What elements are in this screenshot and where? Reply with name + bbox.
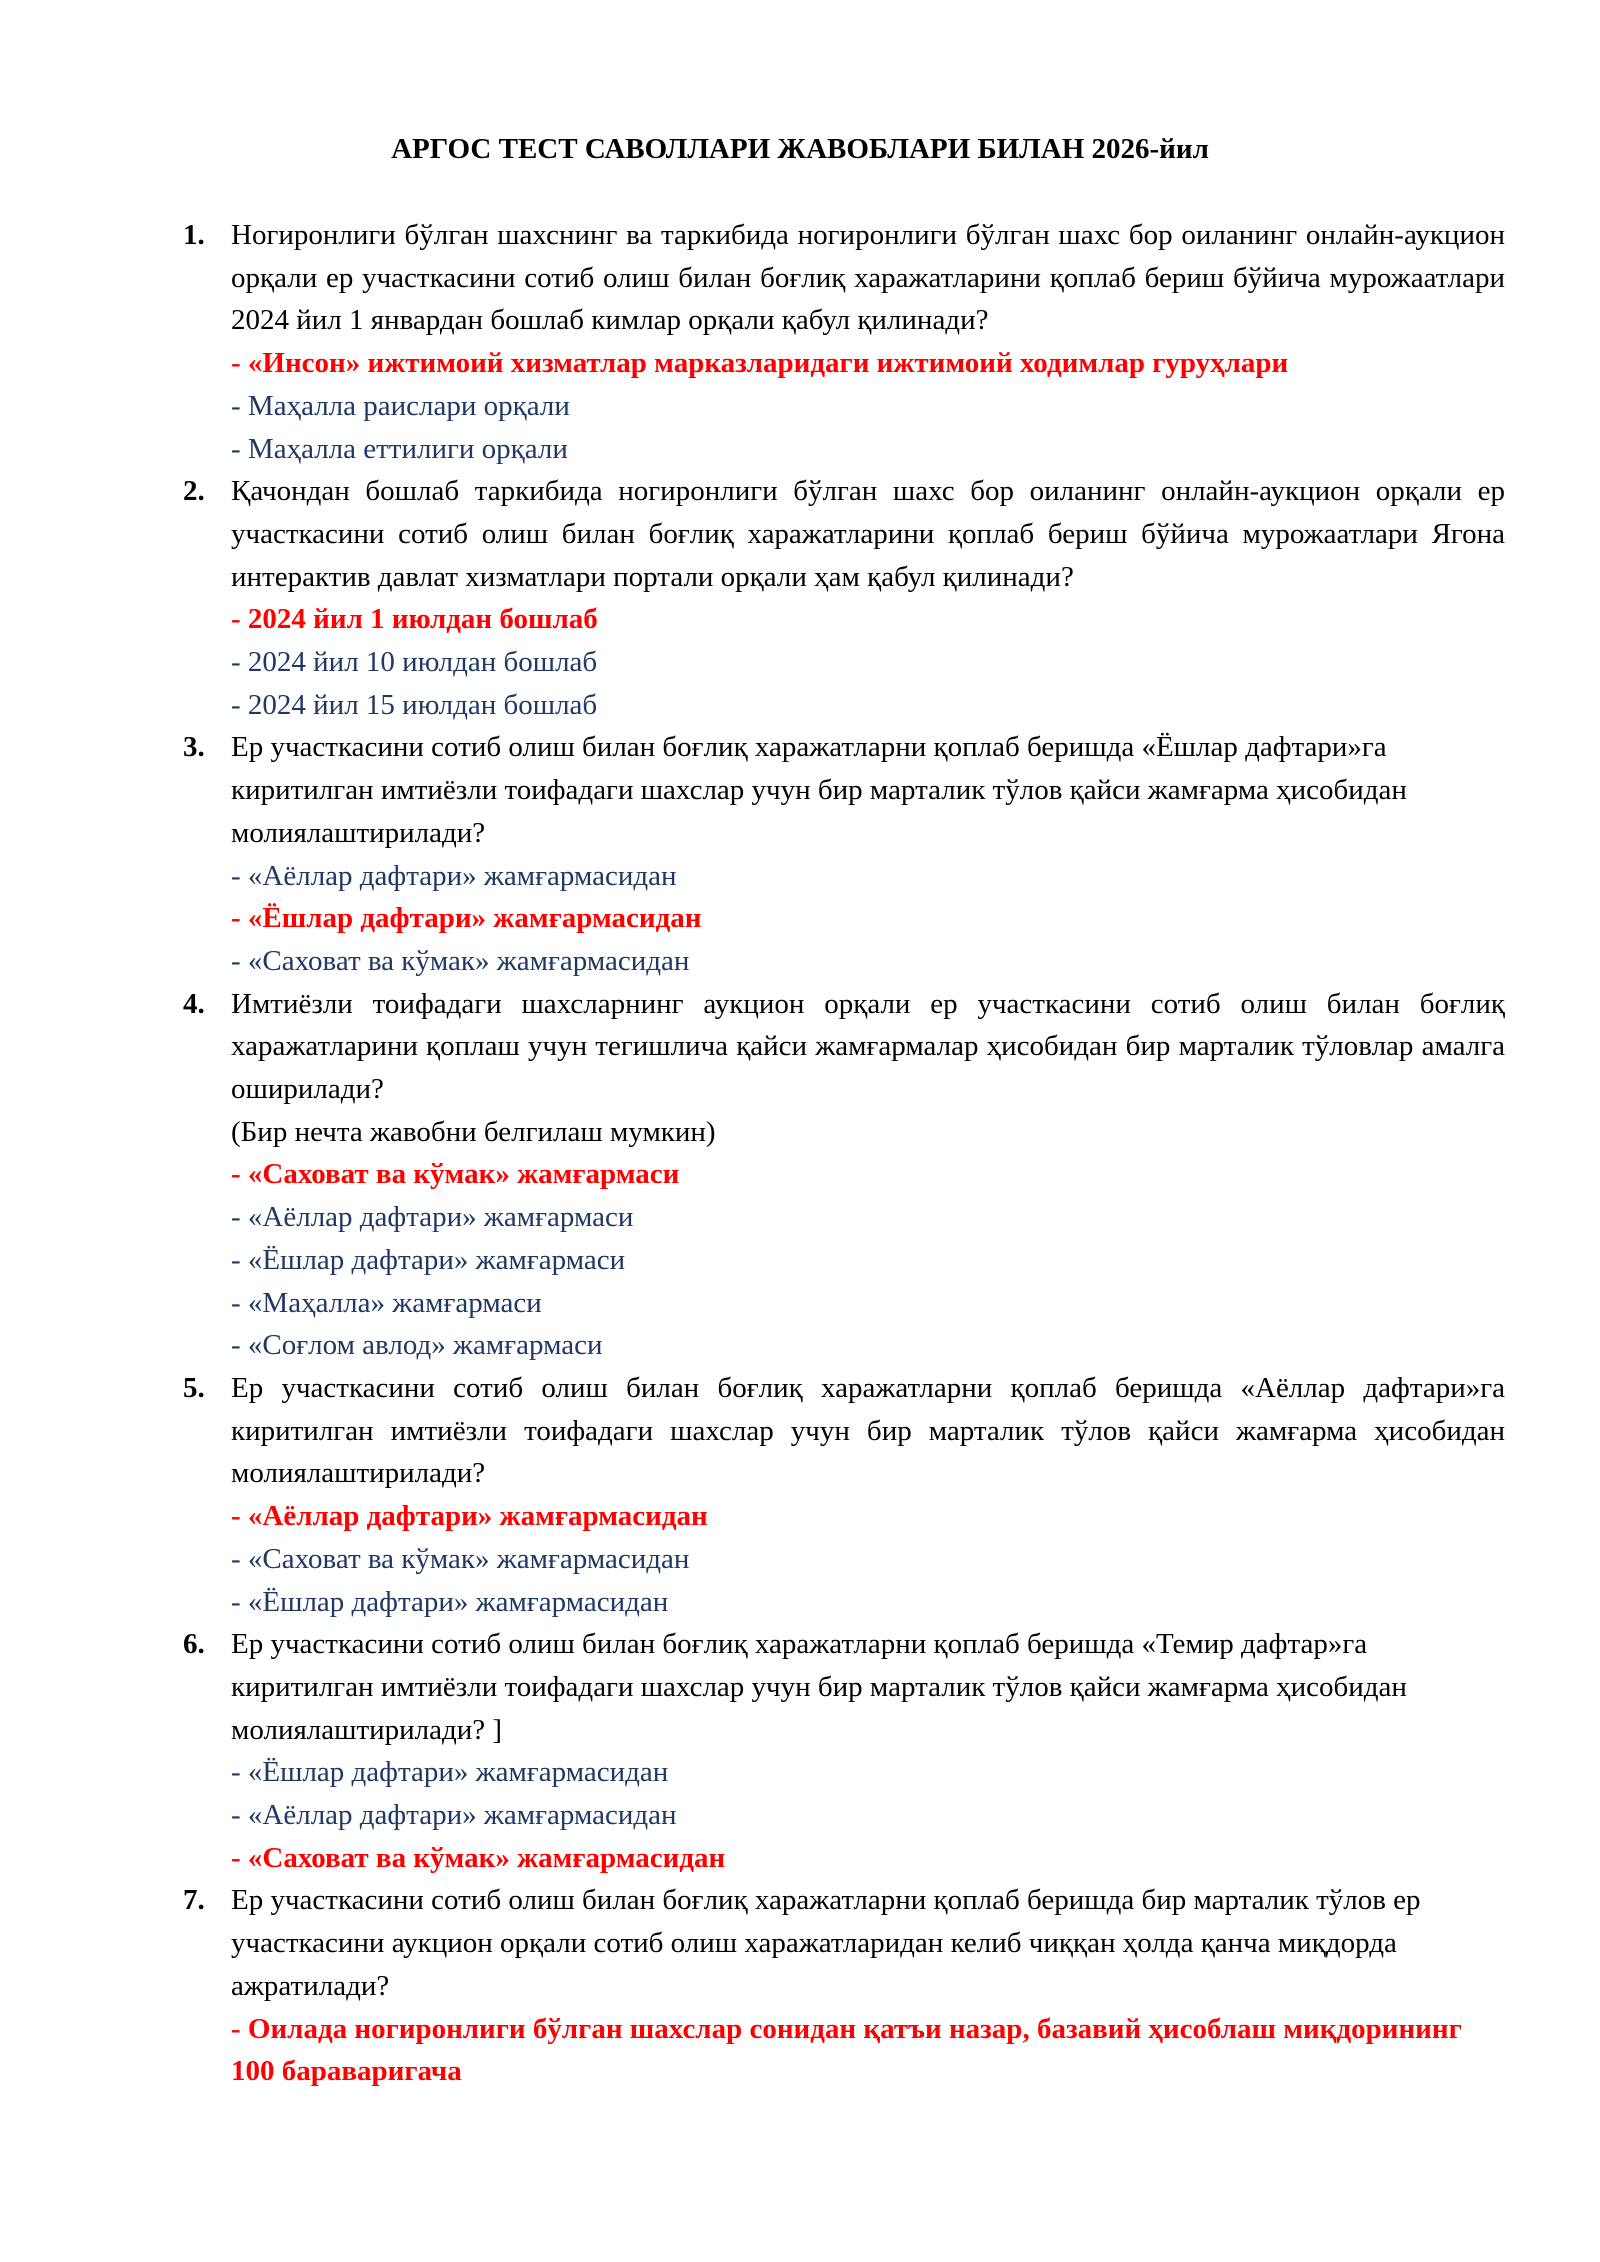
- answer-option: - «Маҳалла» жамғармаси: [231, 1286, 542, 1319]
- question-note: (Бир нечта жавобни белгилаш мумкин): [231, 1115, 716, 1148]
- answer-option: - «Соғлом авлод» жамғармаси: [231, 1329, 603, 1362]
- answer-list: [231, 1751, 1505, 1879]
- question-text: Ер участкасини сотиб олиш билан боғлиқ харажатларни қоплаб беришда «Ёшлар дафтари»га киритилган имтиёзли тоифадаги шахслар учун бир марталик тўлов қайси жамғарма ҳисобидан молиялаштирилади?: [231, 731, 1407, 849]
- answer-option: - 2024 йил 15 июлдан бошлаб: [231, 688, 598, 721]
- answer-list: [231, 1495, 1505, 1623]
- question-text: Имтиёзли тоифадаги шахсларнинг аукцион орқали ер участкасини сотиб олиш билан боғлиқ харажатларини қоплаш учун тегишлича қайси жамғармалар ҳисобидан бир марталик тўловлар амалга оширилади?: [231, 987, 1505, 1106]
- document-title: АРГОС ТЕСТ САВОЛЛАРИ ЖАВОБЛАРИ БИЛАН 2026-йил: [391, 133, 1209, 165]
- answer-option-correct: - «Аёллар дафтари» жамғармасидан: [231, 1500, 708, 1533]
- answer-list: [231, 2008, 1505, 2093]
- answer-option: - «Ёшлар дафтари» жамғармаси: [231, 1243, 626, 1276]
- answer-option: - Маҳалла раислари орқали: [231, 389, 570, 422]
- question-number: 6.: [183, 1628, 205, 1661]
- answer-option: - «Саховат ва кўмак» жамғармасидан: [231, 944, 690, 977]
- answer-option: - 2024 йил 10 июлдан бошлаб: [231, 646, 598, 679]
- answer-option: - «Аёллар дафтари» жамғармаси: [231, 1201, 634, 1234]
- answer-list: [231, 855, 1505, 983]
- question-text: Ногиронлиги бўлган шахснинг ва таркибида ногиронлиги бўлган шахс бор оиланинг онлайн-аукцион орқали ер участкасини сотиб олиш билан боғлиқ харажатларини қоплаб бериш бўйича мурожаатлари 2024 йил 1 январдан бошлаб кимлар орқали қабул қилинади?: [231, 219, 1505, 337]
- question-text: Ер участкасини сотиб олиш билан боғлиқ харажатларни қоплаб беришда «Аёллар дафтари»га киритилган имтиёзли тоифадаги шахслар учун бир марталик тўлов қайси жамғарма ҳисобидан молиялаштирилади?: [231, 1371, 1505, 1490]
- answer-list: [231, 342, 1505, 470]
- question-item: [183, 983, 1505, 1367]
- question-text: Қачондан бошлаб таркибида ногиронлиги бўлган шахс бор оиланинг онлайн-аукцион орқали ер участкасини сотиб олиш билан боғлиқ харажатларини қоплаб бериш бўйича мурожаатлари Ягона интерактив давлат хизматлари портали орқали ҳам қабул қилинади?: [231, 475, 1505, 593]
- question-item: [183, 726, 1505, 982]
- question-list: [183, 214, 1505, 2093]
- question-item: [183, 1879, 1505, 2093]
- question-text: Ер участкасини сотиб олиш билан боғлиқ харажатларни қоплаб беришда бир марталик тўлов ер участкасини аукцион орқали сотиб олиш харажатларидан келиб чиққан ҳолда қанча миқдорда ажратилади?: [231, 1884, 1421, 2002]
- question-number: 3.: [183, 731, 205, 764]
- answer-option: - Маҳалла еттилиги орқали: [231, 432, 568, 465]
- question-number: 5.: [183, 1371, 205, 1404]
- answer-option-correct: - «Ёшлар дафтари» жамғармасидан: [231, 902, 702, 935]
- question-number: 4.: [183, 987, 205, 1020]
- question-number: 7.: [183, 1884, 205, 1917]
- answer-option-correct: - «Саховат ва кўмак» жамғармаси: [231, 1158, 680, 1191]
- answer-list: [231, 598, 1505, 726]
- answer-option: - «Аёллар дафтари» жамғармасидан: [231, 1799, 677, 1832]
- question-item: [183, 214, 1505, 470]
- question-item: [183, 1623, 1505, 1879]
- answer-option: - «Ёшлар дафтари» жамғармасидан: [231, 1585, 669, 1618]
- answer-option-correct: - 2024 йил 1 июлдан бошлаб: [231, 603, 598, 636]
- answer-option: - «Аёллар дафтари» жамғармасидан: [231, 859, 677, 892]
- answer-option-correct: - «Саховат ва кўмак» жамғармасидан: [231, 1841, 726, 1874]
- answer-option: - «Ёшлар дафтари» жамғармасидан: [231, 1756, 669, 1789]
- question-item: [183, 1367, 1505, 1623]
- answer-option: - «Саховат ва кўмак» жамғармасидан: [231, 1542, 690, 1575]
- question-number: 1.: [183, 219, 205, 251]
- answer-list: [231, 1153, 1505, 1367]
- answer-option-correct: - Оилада ногиронлиги бўлган шахслар сонидан қатъи назар, базавий ҳисоблаш миқдорининг 100 бараваригача: [231, 2012, 1462, 2088]
- answer-option-correct: - «Инсон» ижтимоий хизматлар марказларидаги ижтимоий ходимлар гуруҳлари: [231, 347, 1289, 380]
- question-text: Ер участкасини сотиб олиш билан боғлиқ харажатларни қоплаб беришда «Темир дафтар»га киритилган имтиёзли тоифадаги шахслар учун бир марталик тўлов қайси жамғарма ҳисобидан молиялаштирилади? ]: [231, 1628, 1407, 1746]
- question-number: 2.: [183, 475, 205, 508]
- question-item: [183, 470, 1505, 726]
